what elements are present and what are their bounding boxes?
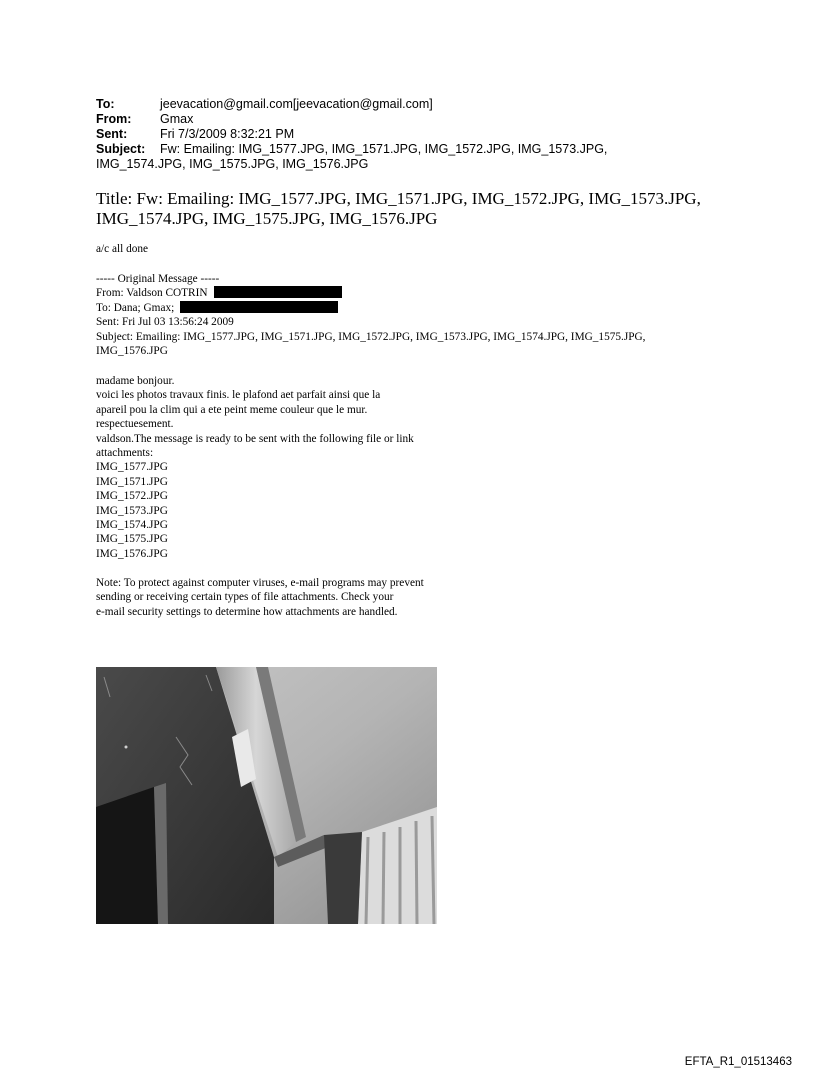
document-id: EFTA_R1_01513463 bbox=[684, 1056, 792, 1068]
message-line: apareil pou la clim qui a ete peint meme couleur que le mur. bbox=[96, 403, 368, 416]
attachment-name: IMG_1576.JPG bbox=[96, 547, 168, 560]
subject-value: Fw: Emailing: IMG_1577.JPG, IMG_1571.JPG, IMG_1572.JPG, IMG_1573.JPG, bbox=[160, 142, 608, 156]
note-line: Note: To protect against computer viruses, e-mail programs may prevent bbox=[96, 577, 424, 589]
message-body bbox=[96, 374, 414, 561]
document-title bbox=[96, 189, 736, 229]
subject-continuation: IMG_1574.JPG, IMG_1575.JPG, IMG_1576.JPG bbox=[96, 157, 369, 171]
to-row bbox=[96, 97, 607, 112]
ceiling-photo-image bbox=[96, 667, 437, 924]
to-label: To: bbox=[96, 97, 115, 111]
original-message bbox=[96, 272, 646, 358]
subject-row bbox=[96, 142, 607, 157]
message-line: attachments: bbox=[96, 447, 154, 460]
from-value: Gmax bbox=[160, 112, 194, 126]
reply-text: a/c all done bbox=[96, 243, 149, 255]
attachment-name: IMG_1572.JPG bbox=[96, 490, 168, 503]
sent-value: Fri 7/3/2009 8:32:21 PM bbox=[160, 127, 295, 141]
original-subject-line-1: Subject: Emailing: IMG_1577.JPG, IMG_1571.JPG, IMG_1572.JPG, IMG_1573.JPG, IMG_1574.JPG, IMG_1575.JPG, bbox=[96, 330, 646, 343]
sent-row bbox=[96, 127, 607, 142]
message-line: madame bonjour. bbox=[96, 375, 175, 387]
note-line: e-mail security settings to determine how attachments are handled. bbox=[96, 605, 398, 618]
original-from-row bbox=[96, 286, 646, 300]
attachment-name: IMG_1571.JPG bbox=[96, 475, 168, 488]
attachment-name: IMG_1575.JPG bbox=[96, 533, 168, 546]
redaction-box bbox=[180, 301, 338, 313]
email-header bbox=[96, 97, 607, 172]
redaction-box bbox=[214, 286, 342, 298]
title-line-1: Title: Fw: Emailing: IMG_1577.JPG, IMG_1571.JPG, IMG_1572.JPG, IMG_1573.JPG, bbox=[96, 189, 701, 208]
sent-label: Sent: bbox=[96, 127, 128, 141]
from-row bbox=[96, 112, 607, 127]
message-line: valdson.The message is ready to be sent with the following file or link bbox=[96, 432, 414, 445]
title-line-2: IMG_1574.JPG, IMG_1575.JPG, IMG_1576.JPG bbox=[96, 209, 438, 228]
message-line: voici les photos travaux finis. le plafond aet parfait ainsi que la bbox=[96, 389, 381, 402]
subject-label: Subject: bbox=[96, 142, 146, 156]
attached-photo bbox=[96, 667, 437, 924]
original-sent: Sent: Fri Jul 03 13:56:24 2009 bbox=[96, 316, 234, 329]
from-label: From: bbox=[96, 112, 132, 126]
attachment-name: IMG_1574.JPG bbox=[96, 519, 168, 532]
original-from: From: Valdson COTRIN bbox=[96, 287, 208, 300]
original-to-row bbox=[96, 301, 646, 315]
security-note bbox=[96, 576, 424, 619]
to-value: jeevacation@gmail.com[jeevacation@gmail.com] bbox=[160, 97, 433, 111]
attachment-name: IMG_1573.JPG bbox=[96, 504, 168, 517]
original-subject-line-2: IMG_1576.JPG bbox=[96, 345, 168, 358]
original-to: To: Dana; Gmax; bbox=[96, 301, 175, 314]
original-separator: ----- Original Message ----- bbox=[96, 273, 220, 285]
message-line: respectuesement. bbox=[96, 418, 174, 431]
note-line: sending or receiving certain types of file attachments. Check your bbox=[96, 591, 394, 604]
attachment-name: IMG_1577.JPG bbox=[96, 461, 168, 474]
